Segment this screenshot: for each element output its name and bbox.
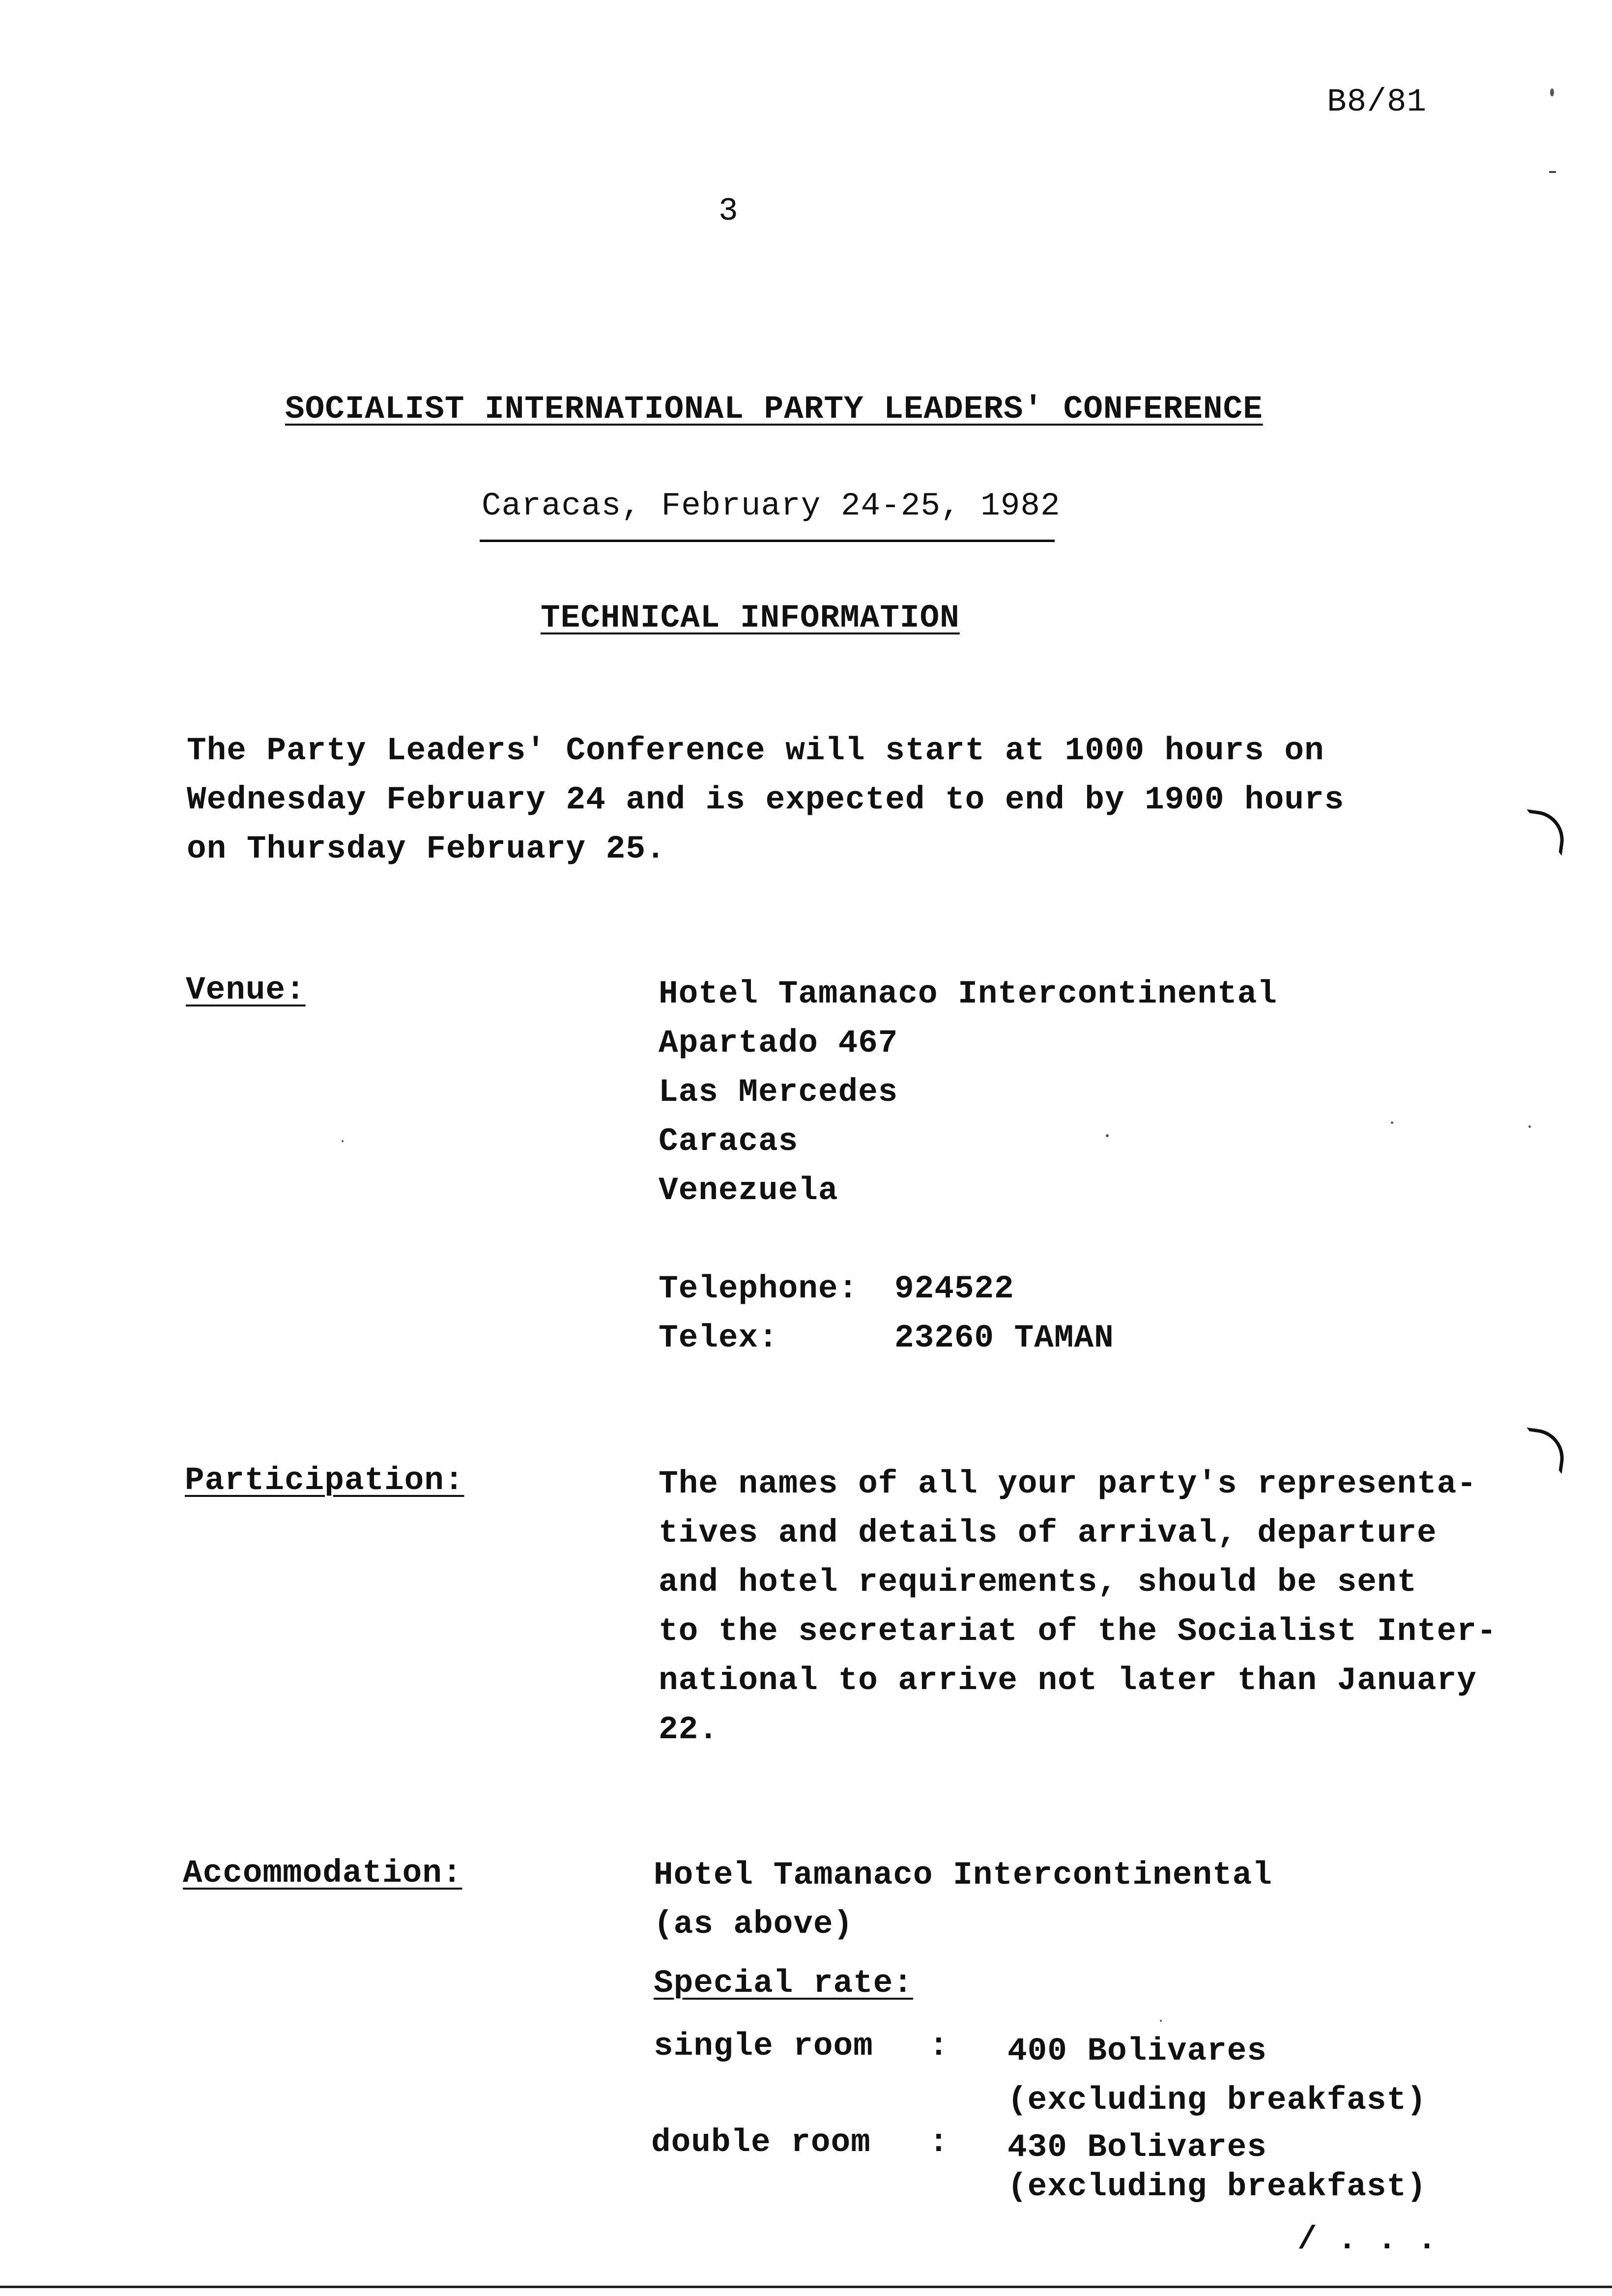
venue-address-line: Venezuela	[659, 1172, 838, 1209]
intro-line: on Thursday February 25.	[187, 831, 666, 867]
rate-room-type: single room	[654, 2028, 873, 2065]
document-title: SOCIALIST INTERNATIONAL PARTY LEADERS' CONFERENCE	[285, 391, 1263, 428]
place-date-underline	[480, 540, 1055, 542]
rate-price: 400 Bolivares	[1008, 2033, 1267, 2069]
page-number: 3	[719, 193, 739, 230]
special-rate-label: Special rate:	[654, 1965, 913, 2002]
accommodation-hotel-line: Hotel Tamanaco Intercontinental	[654, 1857, 1272, 1894]
venue-address-line: Las Mercedes	[659, 1074, 898, 1111]
participation-label: Participation:	[185, 1462, 464, 1499]
margin-hole-mark	[1521, 1428, 1568, 1474]
rate-separator: :	[929, 2028, 949, 2065]
margin-speck	[1528, 1125, 1531, 1128]
intro-line: The Party Leaders' Conference will start at 1000 hours on	[187, 732, 1324, 769]
margin-speck	[1550, 88, 1554, 96]
margin-speck	[1391, 1121, 1393, 1124]
participation-line: national to arrive not later than January	[659, 1662, 1477, 1699]
venue-address-line: Hotel Tamanaco Intercontinental	[659, 976, 1277, 1012]
venue-address-line: Caracas	[659, 1123, 799, 1160]
telephone-label: Telephone:	[659, 1270, 859, 1307]
participation-line: The names of all your party's representa-	[659, 1465, 1477, 1502]
place-date: Caracas, February 24-25, 1982	[482, 488, 1061, 524]
telex-value: 23260 TAMAN	[894, 1320, 1114, 1356]
margin-speck	[1160, 2020, 1162, 2022]
rate-note: (excluding breakfast)	[1008, 2082, 1427, 2119]
rate-separator: :	[929, 2124, 949, 2161]
bottom-edge-line	[0, 2286, 1612, 2288]
rate-price: 430 Bolivares	[1008, 2129, 1267, 2166]
margin-hole-mark	[1521, 809, 1568, 856]
venue-address-line: Apartado 467	[659, 1025, 898, 1062]
participation-line: 22.	[659, 1711, 719, 1748]
section-heading: TECHNICAL INFORMATION	[541, 600, 960, 636]
intro-line: Wednesday February 24 and is expected to end by 1900 hours	[187, 781, 1345, 818]
rate-room-type: double room	[651, 2124, 871, 2161]
participation-line: and hotel requirements, should be sent	[659, 1564, 1417, 1601]
accommodation-label: Accommodation:	[183, 1855, 462, 1892]
margin-speck	[342, 1140, 344, 1142]
venue-label: Venue:	[186, 972, 306, 1008]
margin-speck	[1106, 1134, 1109, 1137]
document-reference: B8/81	[1327, 84, 1427, 120]
continuation-mark: / . . .	[1297, 2221, 1438, 2258]
telex-label: Telex:	[659, 1320, 778, 1356]
participation-line: to the secretariat of the Socialist Inter-	[659, 1613, 1497, 1650]
telephone-value: 924522	[894, 1270, 1014, 1307]
accommodation-hotel-line: (as above)	[654, 1906, 854, 1943]
rate-note: (excluding breakfast)	[1008, 2168, 1427, 2205]
participation-line: tives and details of arrival, departure	[659, 1515, 1437, 1551]
margin-mark	[1549, 171, 1556, 173]
